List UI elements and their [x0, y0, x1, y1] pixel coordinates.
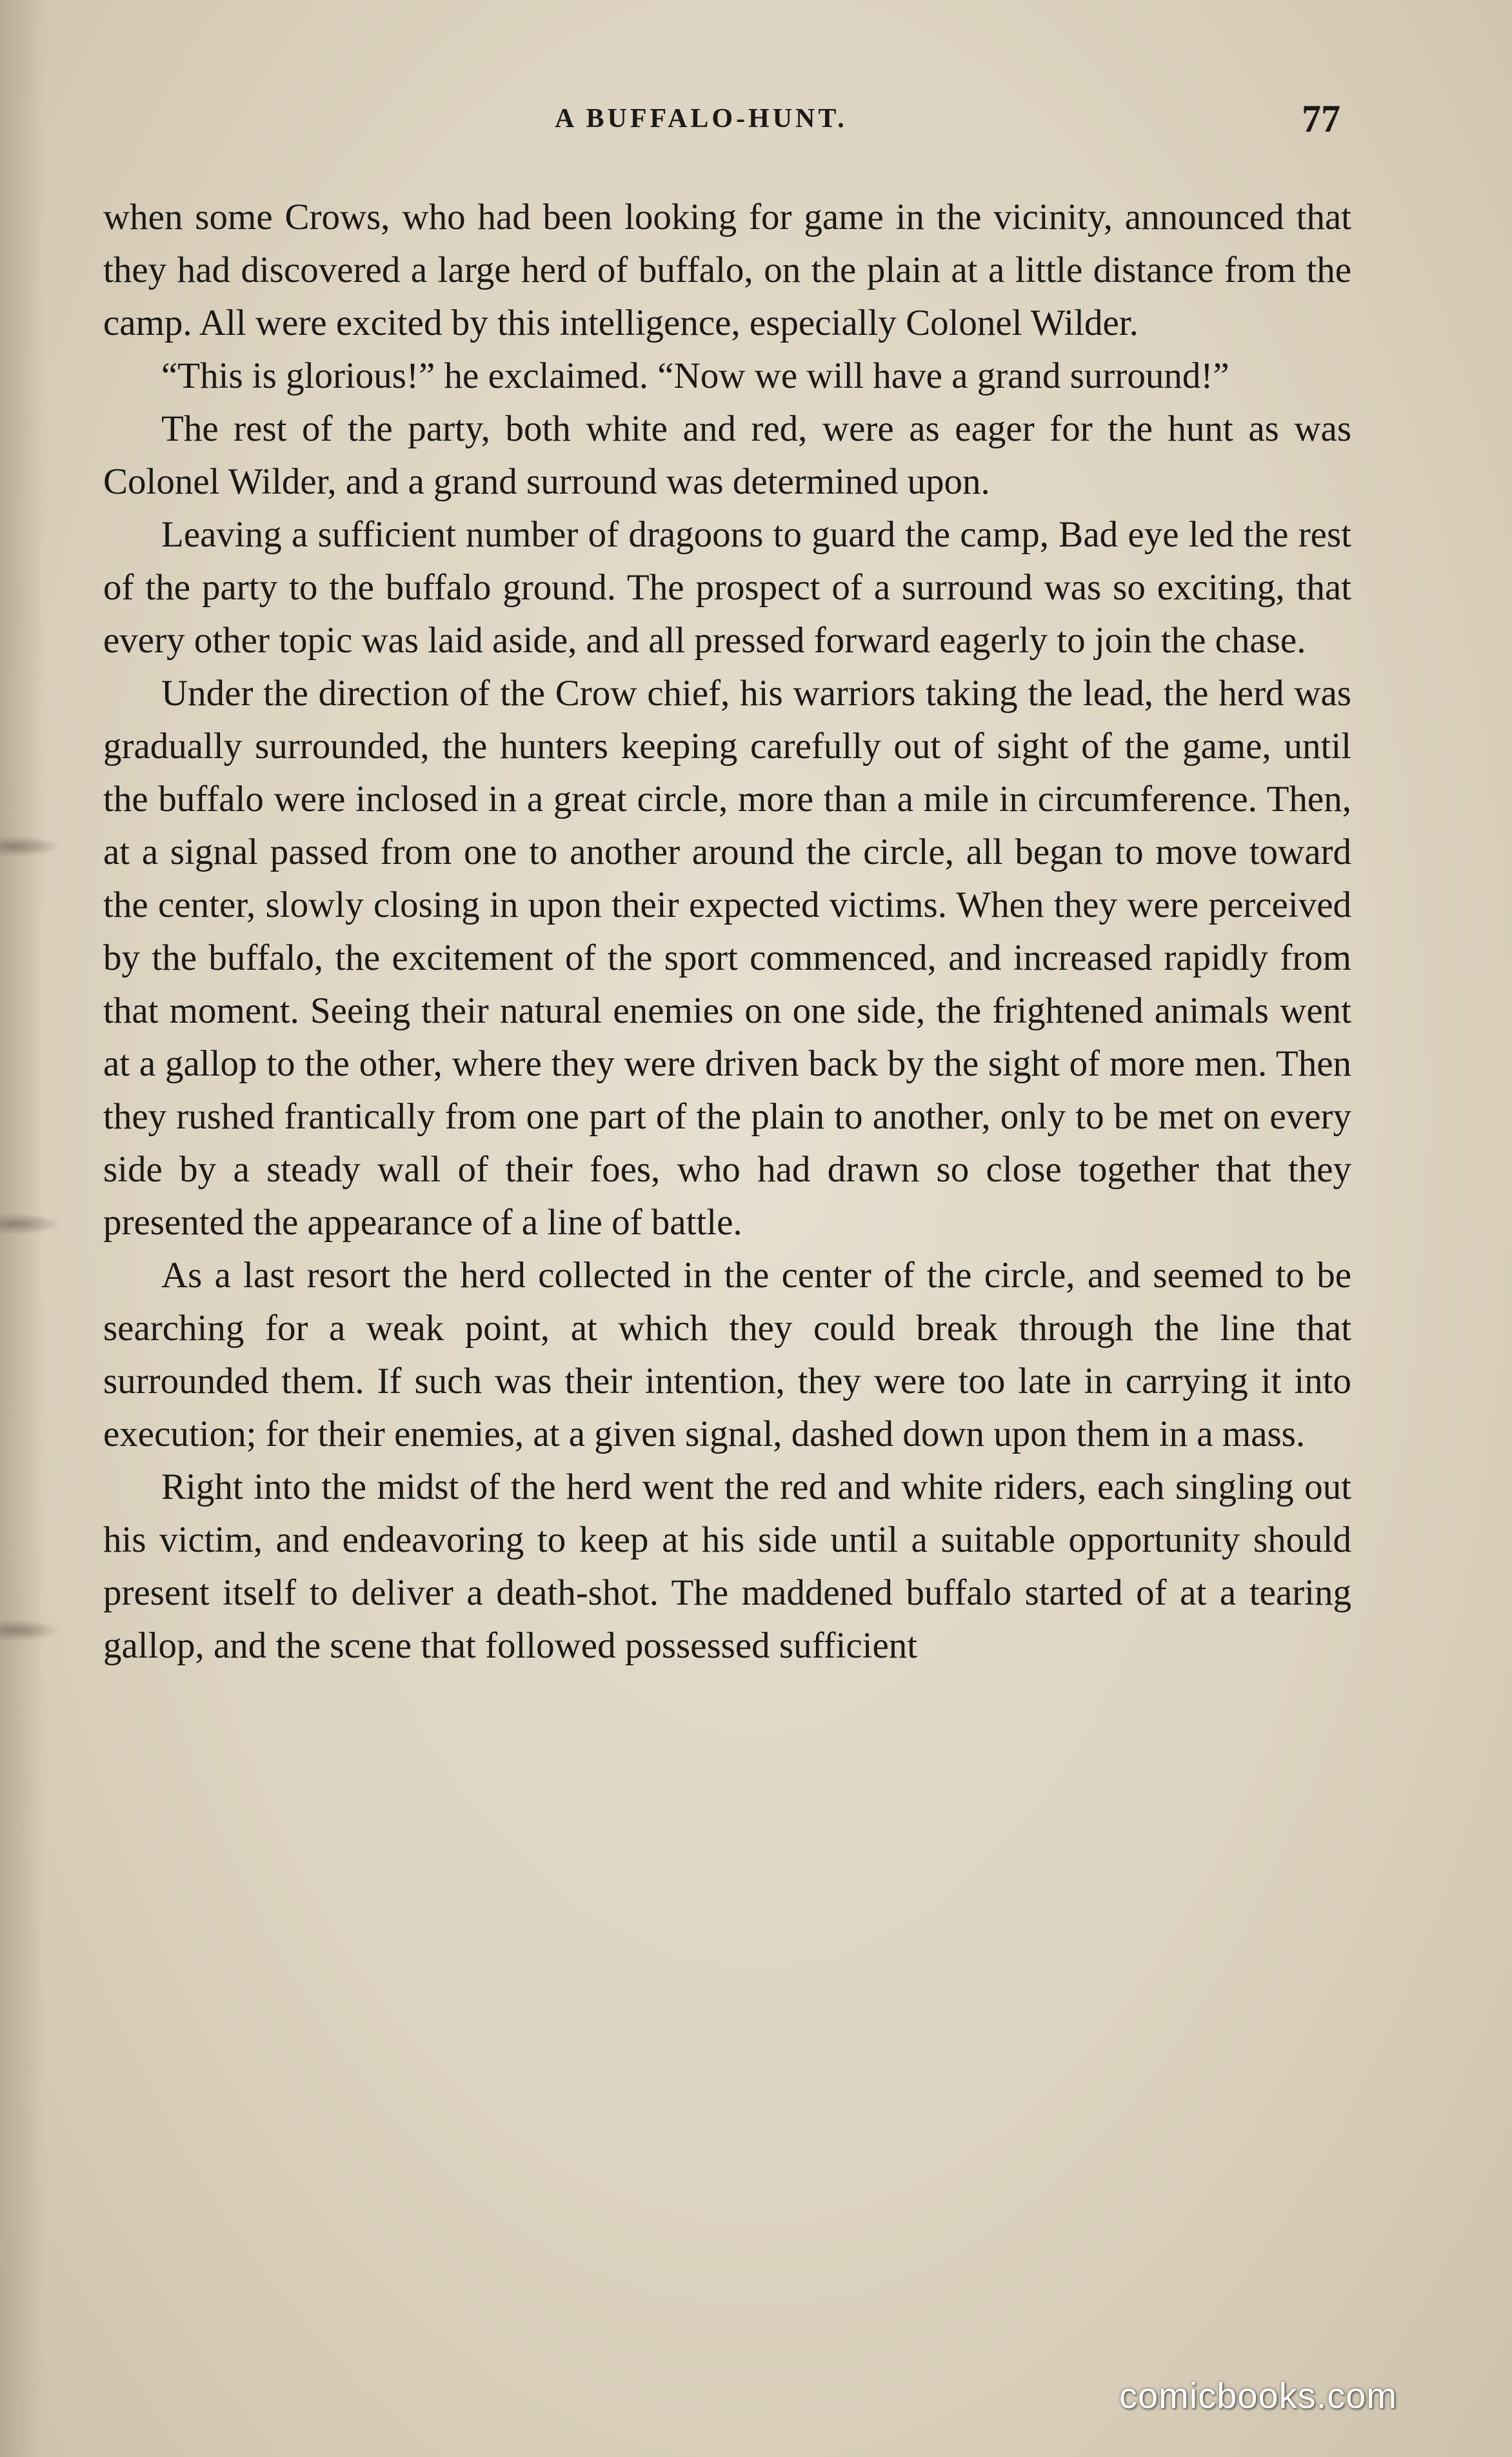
paragraph: when some Crows, who had been looking for game in the vicinity, announced that they had discovered a large herd of buffalo, on the plain at a little distance from the camp. All were excited by this intelligence, especially Colonel Wilder. — [103, 197, 1351, 343]
paragraph: Leaving a sufficient number of dragoons to guard the camp, Bad eye led the rest of the party to the buffalo ground. The prospect of a surround was so exciting, that every other topic was laid aside, and all pressed forward eagerly to join the chase. — [103, 514, 1351, 661]
paragraph: “This is glorious!” he exclaimed. “Now we will have a grand surround!” — [161, 356, 1229, 396]
paragraph: As a last resort the herd collected in the center of the circle, and seemed to be searching for a weak point, at which they could break through the line that surrounded them. If such was their intention, they were too late in carrying it into execution; for their enemies, at a given signal, dashed down upon them in a mass. — [103, 1255, 1351, 1454]
body-text — [103, 191, 1351, 1672]
paragraph: Under the direction of the Crow chief, his warriors taking the lead, the herd was gradually surrounded, the hunters keeping carefully out of sight of the game, until the buffalo were inclosed in a great circle, more than a mile in circumference. Then, at a signal passed from one to another around the circle, all began to move toward the center, slowly closing in upon their expected victims. When they were perceived by the buffalo, the excitement of the sport commenced, and increased rapidly from that moment. Seeing their natural enemies on one side, the frightened animals went at a gallop to the other, where they were driven back by the sight of more men. Then they rushed frantically from one part of the plain to another, only to be met on every side by a steady wall of their foes, who had drawn so close together that they presented the appearance of a line of battle. — [103, 673, 1351, 1243]
running-head — [0, 97, 1512, 148]
watermark: comicbooks.com — [1119, 2375, 1398, 2416]
paragraph: The rest of the party, both white and red, were as eager for the hunt as was Colonel Wilder, and a grand surround was determined upon. — [103, 408, 1351, 502]
page-tear-mark — [0, 1620, 61, 1641]
running-title: A BUFFALO-HUNT. — [555, 104, 848, 134]
page-number: 77 — [1302, 97, 1340, 140]
page-tear-mark — [0, 1213, 61, 1235]
paragraph: Right into the midst of the herd went the red and white riders, each singling out his victim, and endeavoring to keep at his side until a suitable opportunity should present itself to deliver a death-shot. The maddened buffalo started of at a tearing gallop, and the scene that followed possessed sufficient — [103, 1467, 1351, 1666]
page-tear-mark — [0, 836, 61, 857]
